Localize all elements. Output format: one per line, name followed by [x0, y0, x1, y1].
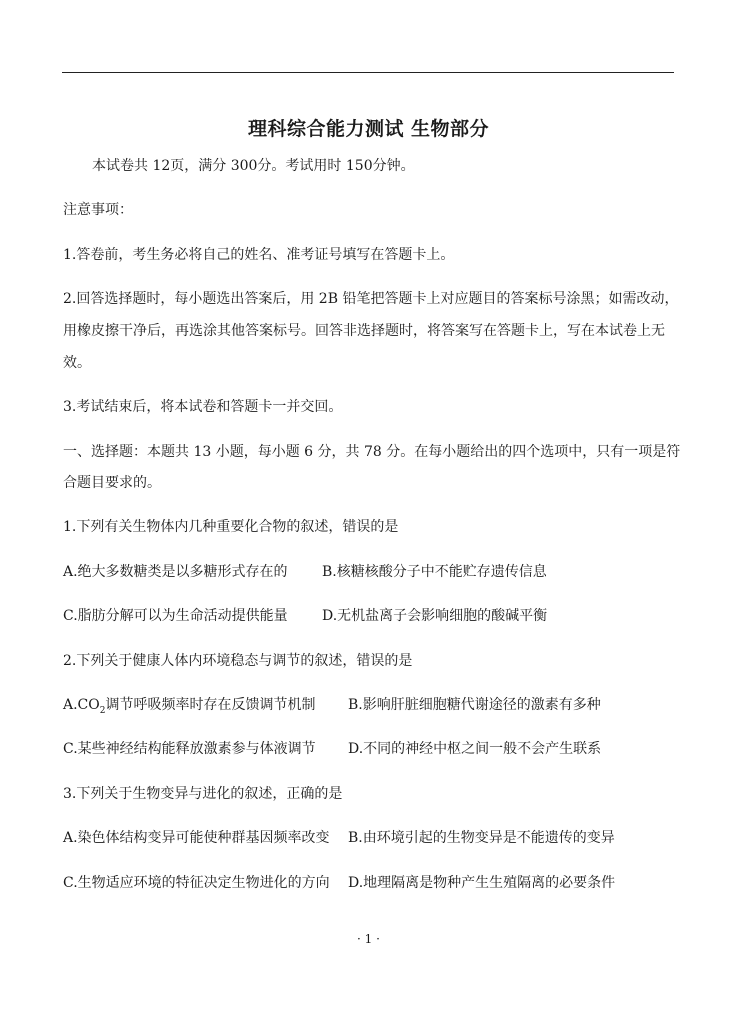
question-3-option-a: A.染色体结构变异可能使种群基因频率改变	[63, 830, 330, 846]
question-1-option-d: D.无机盐离子会影响细胞的酸碱平衡	[322, 608, 548, 624]
question-3-option-b: B.由环境引起的生物变异是不能遗传的变异	[348, 830, 615, 846]
option-a-suffix: 调节呼吸频率时存在反馈调节机制	[105, 697, 316, 713]
section-heading-line-1: 一、选择题：本题共 13 小题，每小题 6 分，共 78 分。在每小题给出的四个选项中，只有一项是符	[63, 444, 681, 460]
page-number: · 1 ·	[357, 932, 380, 946]
notice-2-line-3: 效。	[63, 355, 91, 371]
question-2-option-d: D.不同的神经中枢之间一般不会产生联系	[348, 741, 602, 757]
question-2-option-c: C.某些神经结构能释放激素参与体液调节	[63, 741, 316, 757]
question-1-option-b: B.核糖核酸分子中不能贮存遗传信息	[322, 564, 547, 580]
question-3-option-c: C.生物适应环境的特征决定生物进化的方向	[63, 875, 330, 891]
notice-2-line-2: 用橡皮擦干净后，再选涂其他答案标号。回答非选择题时，将答案写在答题卡上，写在本试卷上无	[63, 323, 665, 339]
co2-subscript: 2	[99, 705, 106, 716]
question-3-stem: 3.下列关于生物变异与进化的叙述，正确的是	[63, 786, 343, 802]
question-3-option-d: D.地理隔离是物种产生生殖隔离的必要条件	[348, 875, 616, 891]
intro-text: 本试卷共 12页，满分 300分。考试用时 150分钟。	[92, 158, 415, 174]
question-1-option-c: C.脂肪分解可以为生命活动提供能量	[63, 608, 288, 624]
question-2-stem: 2.下列关于健康人体内环境稳态与调节的叙述，错误的是	[63, 653, 413, 669]
page-title: 理科综合能力测试 生物部分	[247, 118, 490, 140]
section-heading-line-2: 合题目要求的。	[63, 475, 161, 491]
notice-3: 3.考试结束后，将本试卷和答题卡一并交回。	[63, 399, 343, 415]
notice-2-line-1: 2.回答选择题时，每小题选出答案后，用 2B 铅笔把答题卡上对应题目的答案标号涂黑；如需改动，	[63, 291, 679, 307]
question-2-option-b: B.影响肝脏细胞糖代谢途径的激素有多种	[348, 697, 601, 713]
question-1-stem: 1.下列有关生物体内几种重要化合物的叙述，错误的是	[63, 519, 399, 535]
question-1-option-a: A.绝大多数糖类是以多糖形式存在的	[63, 564, 288, 580]
notice-heading: 注意事项：	[63, 202, 133, 218]
header-rule	[62, 72, 674, 73]
question-2-option-a	[63, 694, 315, 722]
option-a-prefix: A.CO	[63, 697, 100, 713]
notice-1: 1.答卷前，考生务必将自己的姓名、准考证号填写在答题卡上。	[63, 247, 455, 263]
